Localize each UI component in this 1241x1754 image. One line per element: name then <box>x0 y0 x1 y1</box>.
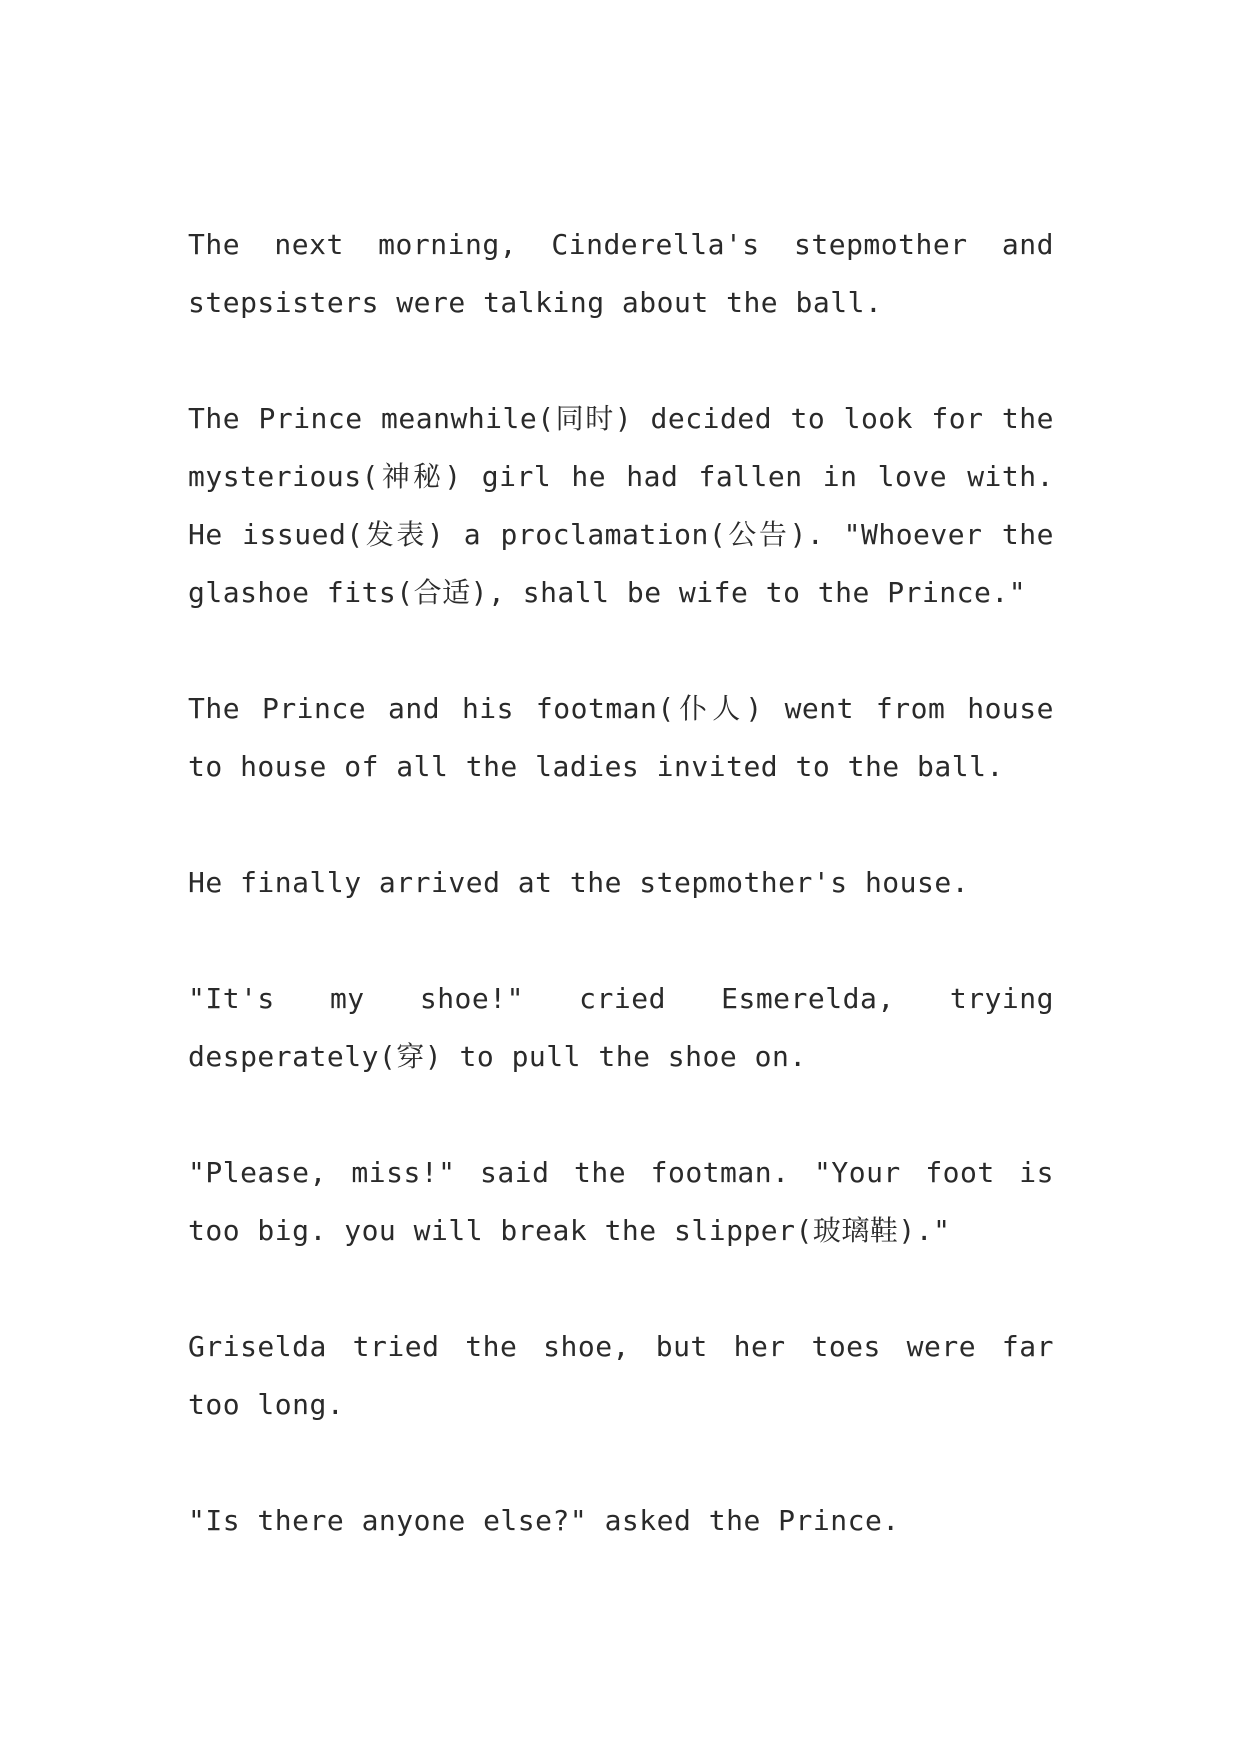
paragraph: "Please, miss!" said the footman. "Your foot is too big. you will break the slipper(玻璃鞋)." <box>188 1156 1054 1247</box>
paragraph: "Is there anyone else?" asked the Prince. <box>188 1504 900 1537</box>
paragraph: Griselda tried the shoe, but her toes were far too long. <box>188 1330 1054 1421</box>
document-body <box>188 216 1054 1608</box>
paragraph: The Prince meanwhile(同时) decided to look for the mysterious(神秘) girl he had fallen in love with. He issued(发表) a proclamation(公告). "Whoever the glashoe fits(合适), shall be wife to the Prince." <box>188 402 1054 609</box>
paragraph: He finally arrived at the stepmother's house. <box>188 866 970 899</box>
paragraph: The next morning, Cinderella's stepmother and stepsisters were talking about the ball. <box>188 228 1054 319</box>
paragraph: The Prince and his footman(仆人) went from house to house of all the ladies invited to the ball. <box>188 692 1054 783</box>
paragraph: "It's my shoe!" cried Esmerelda, trying desperately(穿) to pull the shoe on. <box>188 982 1054 1073</box>
